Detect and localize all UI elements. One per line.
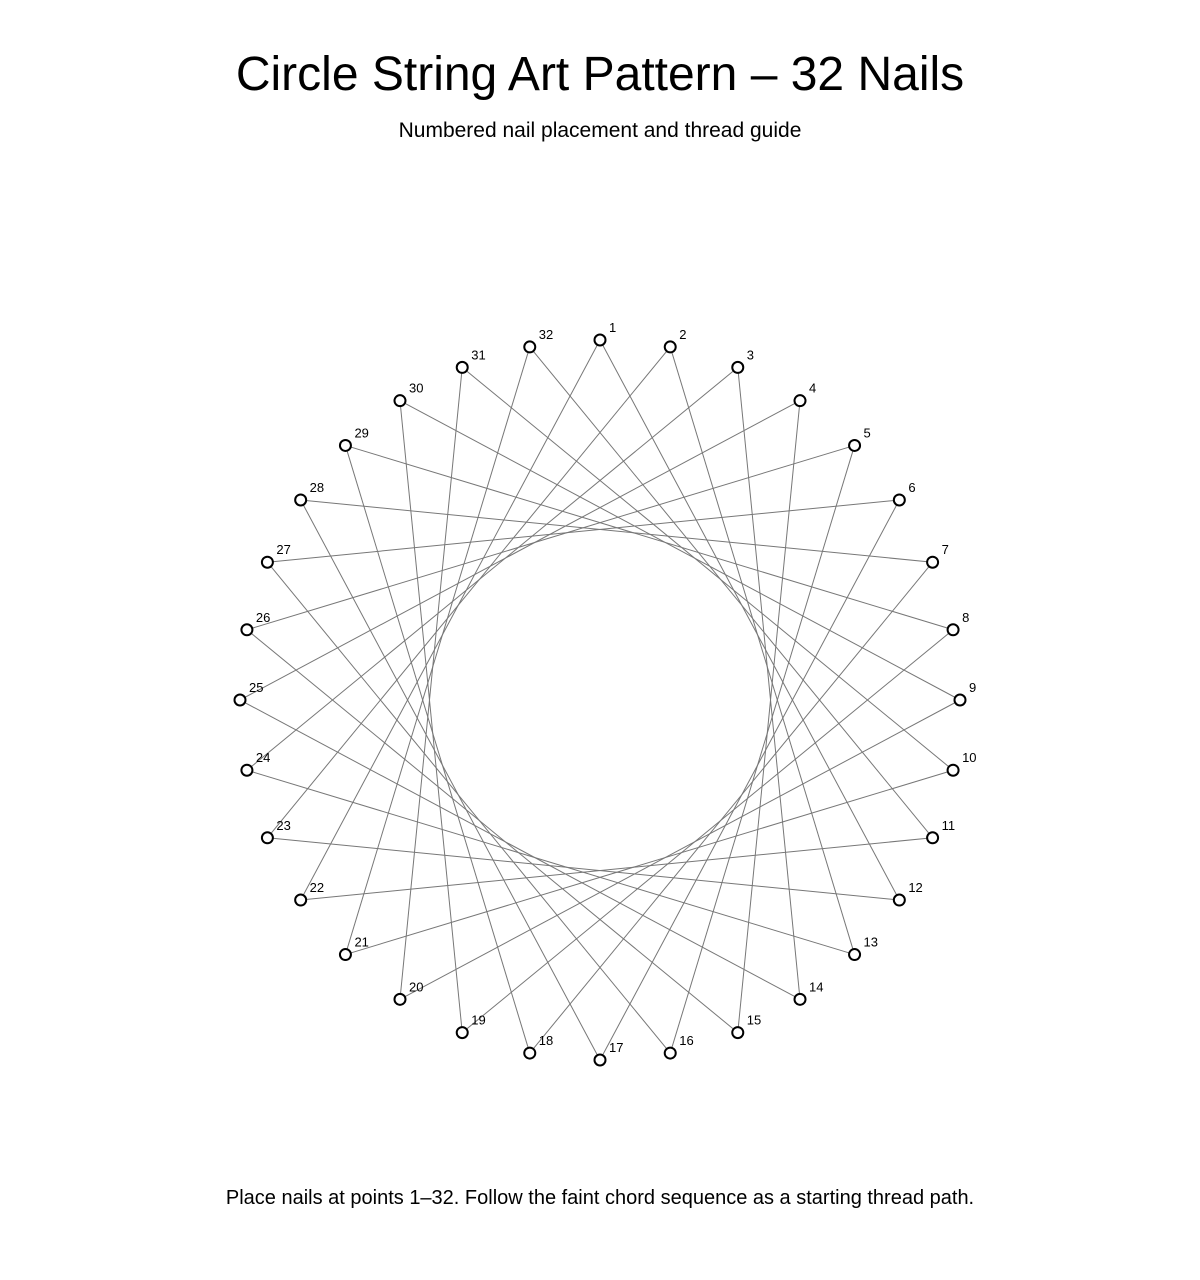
nail-3 bbox=[732, 362, 743, 373]
nail-label-29: 29 bbox=[354, 425, 369, 441]
nail-label-30: 30 bbox=[408, 380, 424, 396]
nail-18 bbox=[524, 1048, 535, 1059]
thread-chord bbox=[600, 340, 899, 900]
nail-26 bbox=[241, 624, 252, 635]
nail-label-17: 17 bbox=[609, 1040, 624, 1055]
nail-22 bbox=[295, 895, 306, 906]
nail-16 bbox=[665, 1048, 676, 1059]
nail-31 bbox=[457, 362, 468, 373]
thread-chord bbox=[247, 770, 855, 954]
nail-29 bbox=[340, 440, 351, 451]
nail-24 bbox=[241, 765, 252, 776]
nail-13 bbox=[849, 949, 860, 960]
nail-12 bbox=[894, 895, 905, 906]
nail-9 bbox=[955, 695, 966, 706]
thread-chord bbox=[267, 562, 670, 1053]
nail-label-25: 25 bbox=[249, 680, 264, 695]
nail-4 bbox=[795, 395, 806, 406]
nail-label-11: 11 bbox=[941, 817, 956, 833]
nail-25 bbox=[235, 695, 246, 706]
nail-label-14: 14 bbox=[809, 979, 824, 995]
nail-2 bbox=[665, 341, 676, 352]
thread-chord bbox=[267, 500, 899, 562]
nail-5 bbox=[849, 440, 860, 451]
nail-label-1: 1 bbox=[609, 320, 617, 335]
nail-label-28: 28 bbox=[309, 479, 325, 495]
nail-label-5: 5 bbox=[863, 425, 871, 441]
nail-label-8: 8 bbox=[962, 609, 970, 625]
nail-28 bbox=[295, 494, 306, 505]
nail-label-7: 7 bbox=[941, 542, 949, 558]
nail-label-6: 6 bbox=[908, 479, 916, 495]
nail-label-18: 18 bbox=[538, 1033, 554, 1049]
page-title: Circle String Art Pattern – 32 Nails bbox=[235, 48, 965, 101]
thread-chord bbox=[301, 838, 933, 900]
thread-chord bbox=[345, 770, 953, 954]
thread-chord bbox=[400, 401, 462, 1033]
nail-label-26: 26 bbox=[255, 609, 271, 625]
nail-label-19: 19 bbox=[471, 1012, 486, 1028]
thread-chord bbox=[738, 367, 800, 999]
thread-chord bbox=[240, 700, 800, 999]
nail-8 bbox=[948, 624, 959, 635]
thread-chord bbox=[738, 401, 800, 1033]
nail-27 bbox=[262, 557, 273, 568]
thread-chord bbox=[247, 445, 855, 629]
nail-17 bbox=[595, 1055, 606, 1066]
thread-chord bbox=[247, 367, 738, 770]
nail-label-3: 3 bbox=[746, 347, 755, 363]
nail-label-31: 31 bbox=[471, 347, 486, 363]
nail-15 bbox=[732, 1027, 743, 1038]
thread-chord bbox=[670, 445, 854, 1053]
nail-1 bbox=[595, 335, 606, 346]
nail-14 bbox=[795, 994, 806, 1005]
thread-chord bbox=[301, 500, 933, 562]
nail-label-4: 4 bbox=[809, 380, 817, 396]
thread-chord bbox=[345, 347, 529, 955]
nail-23 bbox=[262, 832, 273, 843]
thread-chord bbox=[400, 401, 960, 700]
nail-10 bbox=[948, 765, 959, 776]
thread-chord bbox=[462, 367, 953, 770]
thread-chord bbox=[267, 838, 899, 900]
nail-label-21: 21 bbox=[354, 934, 369, 950]
thread-chord bbox=[530, 347, 933, 838]
thread-chord bbox=[530, 562, 933, 1053]
nail-20 bbox=[394, 994, 405, 1005]
thread-chord bbox=[400, 700, 960, 999]
nails bbox=[235, 335, 966, 1066]
nail-32 bbox=[524, 341, 535, 352]
nail-label-23: 23 bbox=[276, 817, 291, 833]
nail-label-12: 12 bbox=[908, 880, 923, 896]
thread-chord bbox=[600, 500, 899, 1060]
nail-30 bbox=[394, 395, 405, 406]
nail-label-9: 9 bbox=[969, 680, 977, 695]
nail-label-13: 13 bbox=[863, 934, 879, 950]
nail-label-22: 22 bbox=[309, 880, 325, 896]
nail-label-2: 2 bbox=[679, 326, 687, 342]
nail-7 bbox=[927, 557, 938, 568]
thread-chord bbox=[670, 347, 854, 955]
instructions-note: Place nails at points 1–32. Follow the faint chord sequence as a starting thread path. bbox=[225, 1187, 975, 1209]
thread-chord bbox=[240, 401, 800, 700]
thread-chord bbox=[345, 445, 529, 1053]
nail-label-24: 24 bbox=[255, 750, 271, 766]
thread-chord bbox=[400, 367, 462, 999]
nail-labels bbox=[249, 320, 977, 1055]
thread-chord bbox=[301, 340, 600, 900]
nail-label-15: 15 bbox=[746, 1012, 762, 1028]
thread-chord bbox=[247, 630, 738, 1033]
nail-11 bbox=[927, 832, 938, 843]
nail-6 bbox=[894, 494, 905, 505]
nail-label-27: 27 bbox=[276, 542, 291, 558]
nail-21 bbox=[340, 949, 351, 960]
nail-19 bbox=[457, 1027, 468, 1038]
page-subtitle: Numbered nail placement and thread guide bbox=[398, 119, 802, 142]
nail-label-32: 32 bbox=[538, 326, 554, 342]
nail-label-20: 20 bbox=[408, 979, 424, 995]
thread-chord bbox=[301, 500, 600, 1060]
thread-chord bbox=[267, 347, 670, 838]
thread-chord bbox=[462, 630, 953, 1033]
thread-chord bbox=[345, 445, 953, 629]
nail-label-10: 10 bbox=[962, 750, 977, 766]
nail-label-16: 16 bbox=[679, 1033, 694, 1049]
